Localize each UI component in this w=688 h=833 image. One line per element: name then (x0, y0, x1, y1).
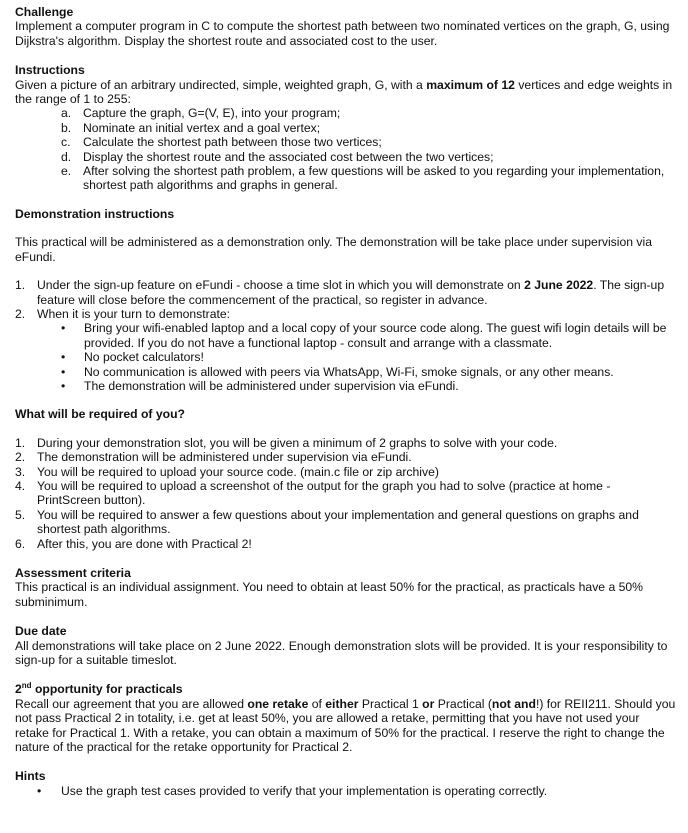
list-item: b. Nominate an initial vertex and a goal vertex; (61, 120, 321, 135)
required-heading: What will be required of you? (15, 407, 185, 422)
list-item: e. After solving the shortest path problem, a few questions will be asked to you regarding your implementation, shortest path algorithms and graphs in general. (61, 164, 665, 193)
challenge-text: Implement a computer program in C to compute the shortest path between two nominated vertices on the graph, G, using Dijkstra's algorithm. Display the shortest route and associated cost to the user. (15, 19, 670, 48)
demo-list (15, 278, 676, 321)
list-item: c. Calculate the shortest path between those two vertices; (61, 135, 382, 150)
demo-intro: This practical will be administered as a demonstration only. The demonstration will be take place under supervision via eFundi. (15, 235, 653, 264)
list-item: 2. When it is your turn to demonstrate: (15, 306, 231, 321)
hints-list (15, 784, 676, 798)
list-item: 1. During your demonstration slot, you will be given a minimum of 2 graphs to solve with your code. (15, 435, 558, 450)
list-item: • The demonstration will be administered under supervision via eFundi. (61, 378, 459, 393)
list-item: d. Display the shortest route and the associated cost between the two vertices; (61, 149, 494, 164)
list-item: 6. After this, you are done with Practical 2! (15, 536, 252, 551)
instructions-heading: Instructions (15, 63, 85, 78)
required-list (15, 436, 676, 551)
list-item: 4. You will be required to upload a screenshot of the output for the graph you had to solve (practice at home - PrintScreen button). (15, 478, 611, 508)
challenge-heading: Challenge (15, 5, 74, 19)
list-item: 3. You will be required to upload your source code. (main.c file or zip archive) (15, 464, 439, 479)
list-item: • Bring your wifi-enabled laptop and a local copy of your source code along. The guest wifi login details will be provided. If you do not have a functional laptop - consult and arrange with a classmate. (61, 321, 667, 350)
list-item: • No pocket calculators! (61, 350, 204, 365)
instructions-intro: Given a picture of an arbitrary undirected, simple, weighted graph, G, with a maximum of 12 vertices and edge weights in the range of 1 to 255: (15, 77, 673, 107)
demo-heading: Demonstration instructions (15, 206, 175, 221)
due-text: All demonstrations will take place on 2 June 2022. Enough demonstration slots will be provided. It is your responsibility to sign-up for a suitable timeslot. (15, 638, 668, 668)
list-item: • Use the graph test cases provided to verify that your implementation is operating correctly. (37, 783, 548, 798)
list-item: 5. You will be required to answer a few questions about your implementation and general questions on graphs and shortest path algorithms. (15, 507, 639, 537)
list-item: a. Capture the graph, G=(V, E), into your program; (61, 106, 341, 121)
hints-heading: Hints (15, 769, 46, 784)
assessment-text: This practical is an individual assignment. You need to obtain at least 50% for the practical, as practicals have a 50% subminimum. (15, 580, 644, 609)
list-item: 2. The demonstration will be administered under supervision via eFundi. (15, 450, 412, 465)
list-item: • No communication is allowed with peers via WhatsApp, Wi-Fi, smoke signals, or any other means. (61, 364, 614, 379)
second-opportunity-text: Recall our agreement that you are allowed one retake of either Practical 1 or Practical (not and!) for REII211. Should you not pass Practical 2 in totality, i.e. get at least 50%, you are allowed a retake, permitting that you have not used your retake for Practical 1. With a retake, you can obtain a maximum of 50% for the practical. I reserve the right to change the nature of the practical for the retake opportunity for Practical 2. (15, 696, 676, 755)
demo-bullets (15, 321, 676, 393)
assessment-heading: Assessment criteria (15, 566, 131, 580)
list-item: 1. Under the sign-up feature on eFundi - choose a time slot in which you will demonstrate on 2 June 2022. The sign-up feature will close before the commencement of the practical, so register in advance. (15, 278, 665, 307)
due-heading: Due date (15, 624, 67, 639)
second-opportunity-heading: 2nd opportunity for practicals (15, 681, 183, 697)
instructions-list (15, 106, 676, 192)
